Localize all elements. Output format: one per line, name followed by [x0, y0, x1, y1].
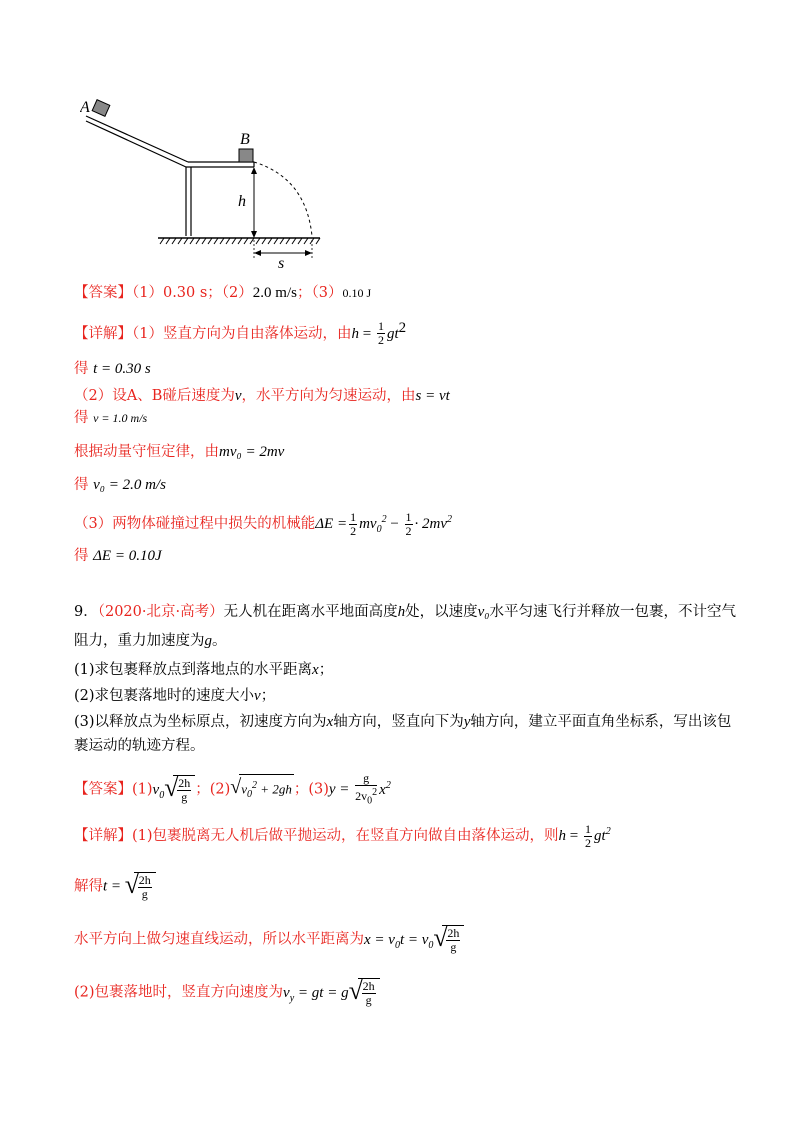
q9-detail-h: h: [558, 828, 567, 844]
q9-solve-sqrt: √ $\frac{2h}{g}$: [125, 872, 156, 901]
sqrt-v0-2gh: √ $v_0^2 + 2gh$: [230, 774, 294, 805]
momentum-formula: mv₀ = 2mv: [219, 444, 285, 460]
q9-sub-2: [74, 686, 275, 706]
q8-line-t: [74, 359, 151, 379]
q9-sub-1b: ；: [318, 662, 334, 678]
momentum-text: 根据动量守恒定律，由: [74, 444, 219, 460]
s-arrow-head-left: [254, 250, 261, 256]
answer-tag: 【答案】: [74, 285, 132, 301]
q9-sub-3-cont: [74, 736, 205, 756]
q9-stem-2b: 。: [212, 633, 227, 649]
ramp-bottom-edge: [86, 121, 186, 167]
q9-sub-3-y: y: [463, 714, 471, 730]
q9-var-v0: v₀: [477, 604, 490, 620]
line-t-prefix: 得: [74, 361, 89, 377]
line-v-value: v = 1.0 m/s: [93, 411, 148, 425]
q9-sub-2-v: v: [254, 688, 261, 704]
line-3-text: （3）两物体碰撞过程中损失的机械能: [74, 516, 316, 532]
q9-source: （2020·北京·高考）: [97, 604, 224, 620]
answer-2-value: 2.0 m/s: [252, 285, 297, 301]
height-arrow-head-top: [251, 167, 257, 174]
q8-line-momentum: [74, 442, 284, 462]
q9-sub-1a: (1)求包裹释放点到落地点的水平距离: [74, 662, 313, 678]
q8-line-v: [74, 408, 147, 428]
label-b: B: [240, 131, 250, 148]
q9-horiz-sqrt: √ $\frac{2h}{g}$: [433, 925, 464, 954]
answer-3-x2: $x^2$: [379, 779, 391, 798]
q9-answer-tag: 【答案】: [74, 781, 132, 798]
energy-term-2: · $2mv^2$: [414, 514, 453, 532]
line-v0-value: v₀ = 2.0 m/s: [93, 477, 166, 493]
q8-line-2: [74, 386, 450, 406]
height-arrow-head-bottom: [251, 231, 257, 238]
q9-vert-sqrt: √ $\frac{2h}{g}$: [349, 978, 380, 1007]
detail-1-text: （1）竖直方向为自由落体运动，由: [132, 325, 352, 342]
q9-detail-1-text: (1)包裹脱离无人机后做平抛运动，在竖直方向做自由落体运动，则: [132, 828, 559, 844]
trajectory-dashed: [254, 162, 312, 236]
q9-detail-1: [74, 822, 611, 850]
fraction-half-a: $\frac{1}{2}$: [350, 509, 357, 538]
q9-vert-formula: $v_y$ = gt = g: [283, 984, 349, 1004]
q9-sub-3-x: x: [326, 714, 334, 730]
formula-eq: =: [358, 325, 375, 342]
q9-stem-2a: 阻力，重力加速度为: [74, 633, 205, 649]
q9-sub-3b: 轴方向，竖直向下为: [333, 714, 464, 730]
answer-1: （1）0.30 s；（2）: [132, 285, 253, 301]
line-2-formula: s = vt: [415, 388, 450, 404]
line-e-prefix: 得: [74, 548, 89, 564]
q9-answer-p1: (1): [132, 781, 153, 798]
q9-sub-3d: 裹运动的轨迹方程。: [74, 738, 205, 754]
q8-line-e: [74, 546, 162, 566]
q9-sub-1-x: x: [312, 662, 319, 678]
block-b: [239, 149, 253, 162]
q9-stem-2: [74, 631, 227, 651]
fraction-g-2v0: $\frac{g}{2v_0^2}$: [355, 771, 378, 807]
q9-stem-1b: 处，以速度: [405, 604, 478, 620]
ground-hatching: [160, 238, 320, 244]
q9-sub-3: [74, 712, 731, 732]
answer-3-value: 0.10 J: [342, 286, 372, 300]
q9-detail-tag: 【详解】: [74, 828, 132, 844]
q9-solve-prefix: 解得: [74, 878, 103, 895]
q9-vertical-line: [74, 978, 380, 1009]
fraction-half: $\frac{1}{2}$: [377, 319, 384, 348]
line-2-text2: ，水平方向为匀速运动，由: [241, 388, 416, 404]
line-3-lhs: ΔE =: [315, 516, 348, 532]
minus-sign: −: [386, 516, 403, 532]
q9-var-h: h: [397, 604, 406, 620]
q9-horiz-formula: $x = v_0t = v_0$: [364, 931, 434, 951]
detail-tag: 【详解】: [74, 325, 132, 342]
fraction-half-b: $\frac{1}{2}$: [405, 509, 412, 538]
block-a: [92, 100, 110, 117]
answer-sep: ；（3）: [296, 285, 343, 301]
s-arrow-head-right: [305, 250, 312, 256]
q8-line-3: [74, 510, 452, 540]
line-e-value: ΔE = 0.10J: [93, 548, 162, 564]
q9-stem-1c: 水平匀速飞行并释放一包裹，不计空气: [489, 604, 736, 620]
answer-1-v0: $v_0$: [152, 781, 165, 801]
formula-gt: gt: [386, 325, 399, 342]
q8-detail-1: 【详解】（1）竖直方向为自由落体运动，由h = $\frac{1}{2}$ $gt^2$: [74, 319, 407, 348]
physics-diagram: [80, 98, 330, 268]
q9-answer-p2: ；(2): [195, 781, 231, 798]
formula-h: h: [351, 325, 359, 342]
line-t-value: t = 0.30 s: [93, 361, 151, 377]
q9-horizontal-line: [74, 925, 464, 956]
q9-sub-3c: 轴方向，建立平面直角坐标系，写出该包: [470, 714, 732, 730]
line-2-var: v: [234, 388, 242, 404]
q9-sub-3a: (3)以释放点为坐标原点，初速度方向为: [74, 714, 327, 730]
sqrt-2h-over-g: √ $\frac{2h}{g}$: [164, 775, 195, 804]
label-h: h: [238, 193, 246, 210]
label-a: A: [80, 99, 90, 116]
q9-stem-1: [74, 602, 736, 622]
q9-stem-1a: 无人机在距离水平地面高度: [223, 604, 398, 620]
q9-horiz-text: 水平方向上做匀速直线运动，所以水平距离为: [74, 931, 364, 948]
q9-answer-line: [74, 772, 391, 807]
q9-answer-p3: ；(3): [293, 781, 329, 798]
line-2-text: （2）设A、B碰后速度为: [74, 388, 235, 404]
q9-detail-eq: =: [566, 828, 583, 844]
q8-line-v0: [74, 475, 166, 495]
q9-var-g: g: [204, 633, 212, 649]
ramp-top-edge: [86, 116, 188, 162]
label-s: s: [278, 255, 285, 268]
q9-fraction-half: $\frac{1}{2}$: [585, 821, 592, 850]
energy-term-1: $mv_0^2$: [359, 514, 387, 535]
q9-sub-1: [74, 660, 333, 680]
q9-sub-2a: (2)求包裹落地时的速度大小: [74, 688, 255, 704]
q9-detail-gt2: $gt^2$: [594, 826, 611, 844]
q9-vert-text: (2)包裹落地时，竖直方向速度为: [74, 984, 284, 1001]
answer-3-y: y =: [328, 781, 354, 798]
line-v-prefix: 得: [74, 410, 89, 426]
q9-sub-2b: ；: [260, 688, 276, 704]
q9-number: 9．: [74, 604, 98, 620]
q9-solve-line: [74, 872, 156, 901]
line-v0-prefix: 得: [74, 477, 89, 493]
q9-solve-t: t =: [103, 878, 125, 895]
q8-answer-line: [74, 283, 371, 303]
